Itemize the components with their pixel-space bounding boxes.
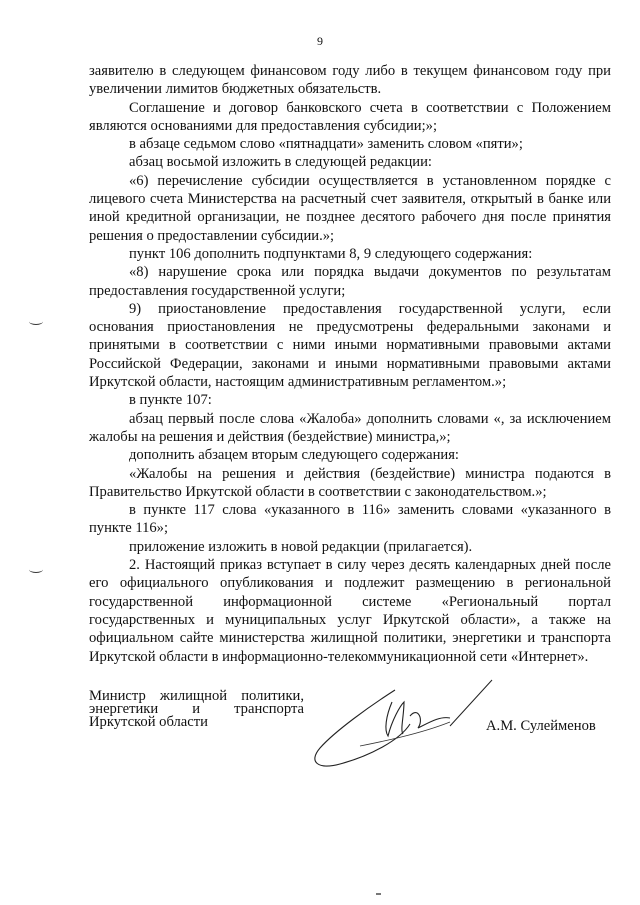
paragraph: 2. Настоящий приказ вступает в силу через десять календарных дней после его официального опубликования и подлежит размещению в региональной государственной информационной системе «Региональный портал государственных и муниципальных услуг Иркутской области», а также на официальном сайте министерства жилищной политики, энергетики и транспорта Иркутской области в информационно-телекоммуникационной сети «Интернет». (89, 557, 611, 665)
position-line: Иркутской области (89, 714, 208, 730)
paragraph: Соглашение и договор банковского счета в соответствии с Положением являются основаниями для предоставления субсидии;»; (89, 99, 611, 134)
paragraph: дополнить абзацем вторым следующего содержания: (129, 447, 459, 464)
hole-punch-mark (29, 318, 43, 325)
paragraph: 9) приостановление предоставления государственной услуги, если основания приостановления не предусмотрены федеральными законами и принятыми в соответствии с ними иными нормативными правовыми актами Российской Федерации, законами и иными нормативными правовыми актами Иркутской области, настоящим административным регламентом.»; (89, 300, 611, 391)
position-line: Министр жилищной политики, (89, 688, 304, 704)
paragraph: пункт 106 дополнить подпунктами 8, 9 следующего содержания: (129, 245, 533, 262)
paragraph: в пункте 107: (129, 392, 212, 409)
hole-punch-mark (29, 566, 43, 573)
paragraph: «Жалобы на решения и действия (бездействие) министра подаются в Правительство Иркутской области в соответствии с законодательством.»; (89, 465, 611, 500)
handwritten-signature (300, 676, 500, 786)
paragraph: абзац восьмой изложить в следующей редакции: (129, 154, 432, 171)
paragraph: «8) нарушение срока или порядка выдачи документов по результатам предоставления государственной услуги; (89, 264, 611, 299)
paragraph: в пункте 117 слова «указанного в 116» заменить словами «указанного в пункте 116»; (89, 502, 611, 537)
paragraph: приложение изложить в новой редакции (прилагается). (129, 538, 473, 555)
position-line: энергетики и транспорта (89, 701, 304, 717)
signer-name: А.М. Сулейменов (486, 718, 596, 734)
document-body (89, 62, 611, 666)
paragraph: в абзаце седьмом слово «пятнадцати» заменить словом «пяти»; (129, 136, 523, 153)
scan-artifact (376, 893, 381, 895)
paragraph: абзац первый после слова «Жалоба» дополнить словами «, за исключением жалобы на решения и действия (бездействие) министра,»; (89, 410, 611, 445)
paragraph: «6) перечисление субсидии осуществляется в установленном порядке с лицевого счета Министерства на расчетный счет заявителя, открытый в банке или иной кредитной организации, не позднее десятого рабочего дня после принятия решения о предоставлении субсидии.»; (89, 172, 611, 244)
signatory-position (89, 690, 304, 729)
page-number: 9 (317, 34, 323, 48)
paragraph: заявителю в следующем финансовом году либо в текущем финансовом году при увеличении лимитов бюджетных обязательств. (89, 63, 611, 98)
